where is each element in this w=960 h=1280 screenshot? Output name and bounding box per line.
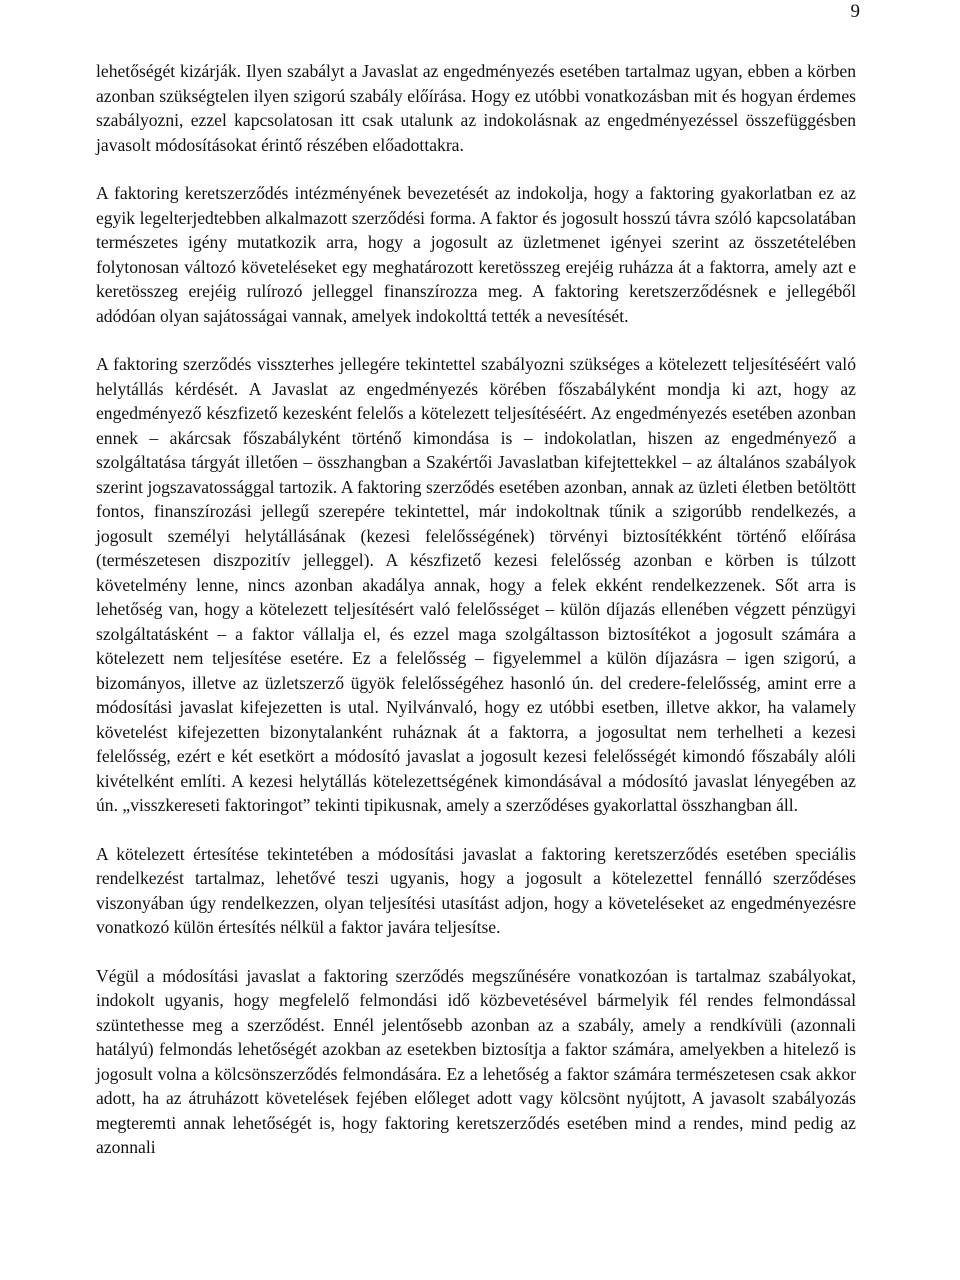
paragraph-4: A kötelezett értesítése tekintetében a módosítási javaslat a faktoring keretszerződés esetében speciális rendelkezést tartalmaz, lehetővé teszi ugyanis, hogy a jogosult a kötelezettel fennálló szerződéses viszonyában úgy rendelkezzen, olyan teljesítési utasítást adjon, hogy a követeléseket az engedményezésre vonatkozó külön értesítés nélkül a faktor javára teljesítse. [96, 843, 856, 937]
paragraph-3: A faktoring szerződés visszterhes jellegére tekintettel szabályozni szükséges a kötelezett teljesítéséért való helytállás kérdését. A Javaslat az engedményezés körében főszabályként mondja ki azt, hogy az engedményező készfizető kezesként felelős a kötelezett teljesítéséért. Az engedményezés esetében azonban ennek – akárcsak főszabályként történő kimondása is – indokolatlan, hiszen az engedményező a szolgáltatása tárgyát illetően – összhangban a Szakértői Javaslatban kifejtettekkel – az általános szabályok szerint jogszavatossággal tartozik. A faktoring szerződés esetében azonban, annak az üzleti életben betöltött fontos, finanszírozási jellegű szerepére tekintettel, már indokoltnak tűnik a szigorúbb rendelkezés, a jogosult személyi helytállásának (kezesi felelősségének) törvényi biztosítékként történő előírása (természetesen diszpozitív jelleggel). A készfizető kezesi felelősség azonban e körben is túlzott követelmény lenne, nincs azonban akadálya annak, hogy a felek ekként rendelkezzenek. Sőt arra is lehetőség van, hogy a kötelezett teljesítésért való felelősséget – külön díjazás ellenében végzett pénzügyi szolgáltatásként – a faktor vállalja el, és ezzel maga szolgáltasson biztosítékot a jogosult számára a kötelezett nem teljesítése esetére. Ez a felelősség – figyelemmel a külön díjazásra – igen szigorú, a bizományos, illetve az üzletszerző ügyök felelősségéhez hasonló ún. del credere-felelősség, amint erre a módosítási javaslat kifejezetten is utal. Nyilvánvaló, hogy ez utóbbi esetben, illetve akkor, ha valamely követelést kifejezetten bizonytalanként ruháznak át a faktorra, a jogosultat nem terhelheti a kezesi felelősség, ezért e két esetkört a módosító javaslat a jogosult kezesi felelősségét kimondó főszabály alóli kivételként említi. A kezesi helytállás kötelezettségének kimondásával a módosító javaslat lényegében az ún. „visszkereseti faktoringot” tekinti tipikusnak, amely a szerződéses gyakorlattal összhangban áll. [96, 354, 856, 815]
paragraph-2: A faktoring keretszerződés intézményének bevezetését az indokolja, hogy a faktoring gyakorlatban ez az egyik legelterjedtebben alkalmazott szerződési forma. A faktor és jogosult hosszú távra szóló kapcsolatában természetes igény mutatkozik arra, hogy a jogosult az üzletmenet igényei szerint az összetételében folytonosan változó követeléseket egy meghatározott keretösszeg erejéig ruházza át a faktorra, amely azt e keretösszeg erejéig rulírozó jelleggel finanszírozza meg. A faktoring keretszerződésnek e jellegéből adódóan olyan sajátosságai vannak, amelyek indokolttá tették a nevesítését. [96, 183, 856, 326]
document-body [96, 59, 856, 1160]
paragraph-5: Végül a módosítási javaslat a faktoring szerződés megszűnésére vonatkozóan is tartalmaz szabályokat, indokolt ugyanis, hogy megfelelő felmondási idő közbevetésével bármelyik fél rendes felmondással szüntethesse meg a szerződést. Ennél jelentősebb azonban az a szabály, amely a rendkívüli (azonnali hatályú) felmondás lehetőségét azokban az esetekben biztosítja a faktor számára, amelyekben a hitelező is jogosult volna a kölcsönszerződés felmondására. Ez a lehetőség a faktor számára természetesen csak akkor adott, ha az átruházott követelések fejében előleget adott vagy kölcsönt nyújtott, A javasolt szabályozás megteremti annak lehetőségét is, hogy faktoring keretszerződés esetében mind a rendes, mind pedig az azonnali [96, 965, 856, 1157]
page-number: 9 [850, 1, 860, 22]
paragraph-1: lehetőségét kizárják. Ilyen szabályt a Javaslat az engedményezés esetében tartalmaz ugyan, ebben a körben azonban szükségtelen ilyen szigorú szabály előírása. Hogy ez utóbbi vonatkozásban mit és hogyan érdemes szabályozni, ezzel kapcsolatosan itt csak utalunk az indokolásnak az engedményezéssel összefüggésben javasolt módosításokat érintő részében előadottakra. [96, 61, 856, 155]
